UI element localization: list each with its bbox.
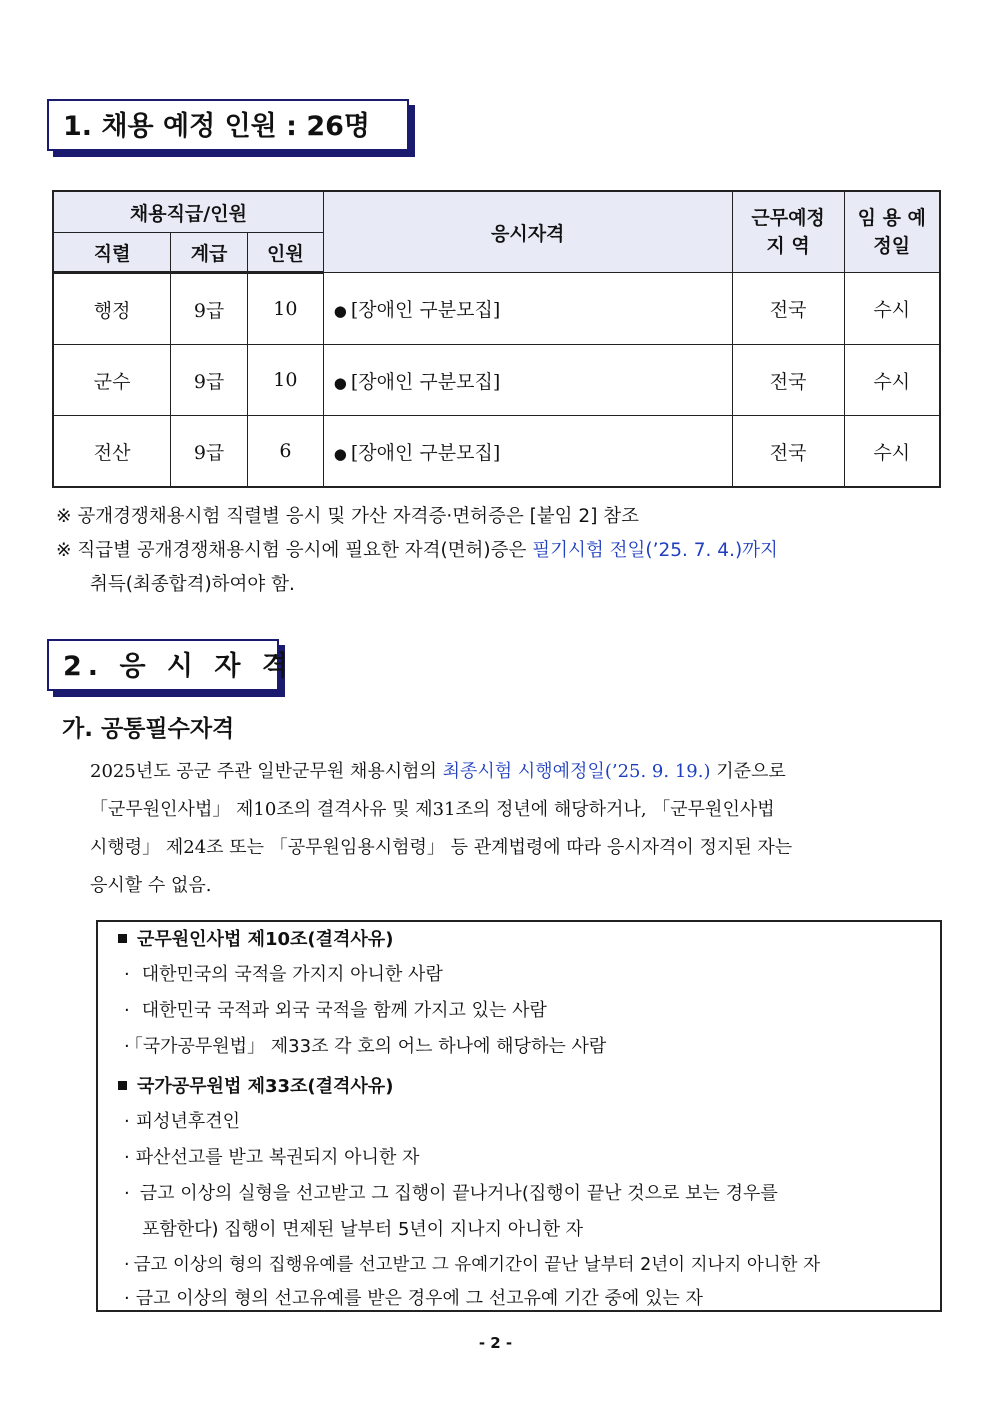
bullet-icon: ● xyxy=(333,444,347,463)
dot-icon: · xyxy=(124,1183,130,1204)
dot-icon: · xyxy=(124,1288,130,1309)
note-deadline xyxy=(56,534,778,568)
list-item-text: 파산선고를 받고 복권되지 아니한 자 xyxy=(135,1147,420,1168)
qualification-text: [장애인 구분모집] xyxy=(350,299,501,321)
square-bullet-icon xyxy=(118,1081,127,1090)
cell-grade: 9급 xyxy=(171,416,248,488)
list-item xyxy=(124,1179,778,1205)
cell-grade: 9급 xyxy=(171,345,248,416)
header-location-text: 근무예정 지 역 xyxy=(751,207,825,257)
para-prefix: 2025년도 공군 주관 일반군무원 채용시험의 xyxy=(90,761,443,782)
list-item xyxy=(124,1143,419,1169)
header-job: 직렬 xyxy=(53,233,171,273)
header-appoint xyxy=(844,191,940,273)
list-item-text: 대한민국의 국적을 가지지 아니한 사람 xyxy=(141,964,443,985)
header-qualification: 응시자격 xyxy=(323,191,732,273)
square-bullet-icon xyxy=(118,934,127,943)
list-item-text: 피성년후견인 xyxy=(135,1111,241,1132)
cell-location: 전국 xyxy=(732,345,844,416)
list-item xyxy=(124,996,547,1022)
note-certificates: ※ 공개경쟁채용시험 직렬별 응시 및 가산 자격증·면허증은 [붙임 2] 참조 xyxy=(56,506,640,527)
list-item xyxy=(124,960,443,986)
header-count: 인원 xyxy=(247,233,323,273)
note-deadline-prefix: ※ 직급별 공개경쟁채용시험 응시에 필요한 자격(면허)증은 xyxy=(56,540,533,561)
qualification-text: [장애인 구분모집] xyxy=(350,370,501,393)
list-item-text: 금고 이상의 형의 집행유예를 선고받고 그 유예기간이 끝난 날부터 2년이 지나지 아니한 자 xyxy=(133,1255,821,1275)
list-item-continued: 포함한다) 집행이 면제된 날부터 5년이 지나지 아니한 자 xyxy=(142,1219,584,1240)
dot-icon: · xyxy=(124,1255,130,1275)
dot-icon: · xyxy=(124,1036,130,1057)
list-item-text: 금고 이상의 실형을 선고받고 그 집행이 끝나거나(집행이 끝난 것으로 보는 경우를 xyxy=(139,1183,778,1204)
page-number: - 2 - xyxy=(478,1334,513,1352)
dot-icon: · xyxy=(124,1147,130,1168)
list-item xyxy=(124,1107,240,1133)
table-row xyxy=(53,273,940,345)
law-title-text: 국가공무원법 제33조(결격사유) xyxy=(137,1076,394,1097)
note-deadline-line2: 취득(최종합격)하여야 함. xyxy=(90,574,295,595)
dot-icon: · xyxy=(124,1000,130,1021)
note-deadline-highlight: 필기시험 전일(’25. 7. 4.)까지 xyxy=(532,540,778,561)
cell-qualification xyxy=(323,345,732,416)
recruitment-table xyxy=(52,190,941,488)
header-appoint-text: 임 용 예정일 xyxy=(857,207,926,257)
paragraph-line xyxy=(90,757,786,783)
cell-location: 전국 xyxy=(732,273,844,345)
cell-count: 10 xyxy=(247,273,323,345)
dot-icon: · xyxy=(124,1111,130,1132)
dot-icon: · xyxy=(124,964,130,985)
paragraph-line: 시행령」 제24조 또는 「공무원임용시험령」 등 관계법령에 따라 응시자격이 정지된 자는 xyxy=(90,837,793,858)
law-title xyxy=(118,1072,393,1098)
list-item xyxy=(124,1032,606,1058)
para-suffix: 기준으로 xyxy=(710,761,786,782)
cell-job: 군수 xyxy=(53,345,171,416)
table-row xyxy=(53,416,940,488)
cell-appoint: 수시 xyxy=(844,416,940,488)
cell-job: 전산 xyxy=(53,416,171,488)
list-item-text: 「국가공무원법」 제33조 각 호의 어느 하나에 해당하는 사람 xyxy=(133,1036,607,1057)
cell-count: 10 xyxy=(247,345,323,416)
law-title xyxy=(118,925,393,951)
bullet-icon: ● xyxy=(333,373,347,392)
section1-heading: 1. 채용 예정 인원 : 26명 xyxy=(47,99,409,151)
list-item xyxy=(124,1284,703,1310)
paragraph-line: 「군무원인사법」 제10조의 결격사유 및 제31조의 정년에 해당하거나, 「군무원인사법 xyxy=(90,799,775,820)
bullet-icon: ● xyxy=(333,302,347,320)
list-item-text: 금고 이상의 형의 선고유예를 받은 경우에 그 선고유예 기간 중에 있는 자 xyxy=(135,1288,703,1309)
cell-appoint: 수시 xyxy=(844,273,940,345)
cell-qualification xyxy=(323,416,732,488)
list-item xyxy=(124,1251,820,1276)
cell-location: 전국 xyxy=(732,416,844,488)
header-location xyxy=(732,191,844,273)
law-title-text: 군무원인사법 제10조(결격사유) xyxy=(137,929,394,950)
section2-heading: 2. 응 시 자 격 xyxy=(47,639,279,691)
subheading-common-requirements: 가. 공통필수자격 xyxy=(62,716,235,742)
list-item-text: 대한민국 국적과 외국 국적을 함께 가지고 있는 사람 xyxy=(141,1000,547,1021)
para-highlight: 최종시험 시행예정일(’25. 9. 19.) xyxy=(442,761,711,782)
header-grade: 계급 xyxy=(171,233,248,273)
disqualification-law-box xyxy=(96,920,942,1312)
table-row xyxy=(53,345,940,416)
header-grade-group: 채용직급/인원 xyxy=(53,191,323,233)
paragraph-line: 응시할 수 없음. xyxy=(90,875,212,896)
cell-qualification xyxy=(323,273,732,345)
cell-count: 6 xyxy=(247,416,323,488)
cell-job: 행정 xyxy=(53,273,171,345)
qualification-text: [장애인 구분모집] xyxy=(350,441,501,464)
cell-appoint: 수시 xyxy=(844,345,940,416)
cell-grade: 9급 xyxy=(171,273,248,345)
